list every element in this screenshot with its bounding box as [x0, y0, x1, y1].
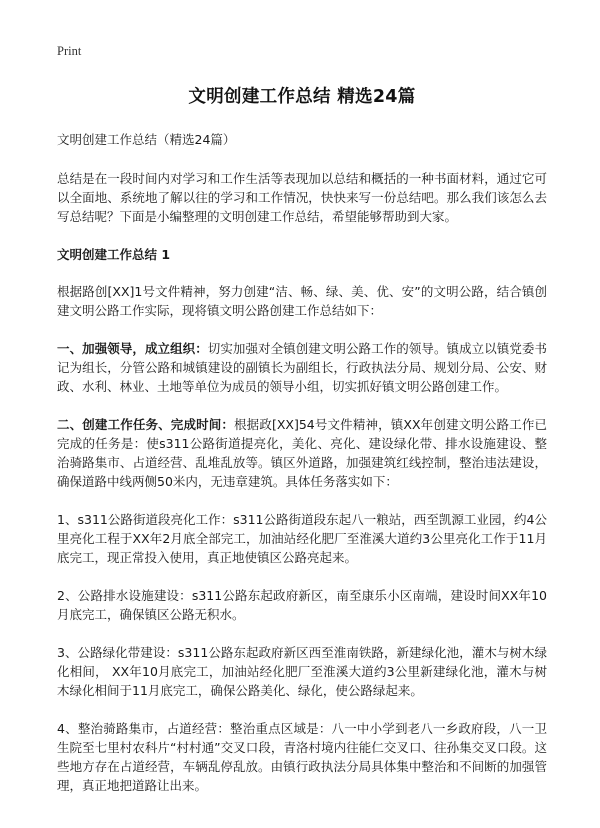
- paragraph-6: 3、公路绿化带建设：s311公路东起政府新区西至淮南铁路，新建绿化池，灌木与树木绿化相间， XX年10月底完工，加油站经化肥厂至淮溪大道约3公里新建绿化池，灌木与树木绿化相间于11月底完工，确保公路美化、绿化，使公路绿起来。: [57, 645, 547, 698]
- print-link[interactable]: Print: [57, 44, 82, 58]
- paragraph-2: [57, 339, 547, 396]
- paragraph-3: [57, 415, 547, 491]
- paragraph-5: 2、公路排水设施建设：s311公路东起政府新区，南至康乐小区南端，建设时间XX年10月底完工，确保镇区公路无积水。: [57, 588, 547, 622]
- document-page: [57, 44, 547, 814]
- section-heading: 文明创建工作总结 1: [57, 247, 171, 262]
- document-subtitle: 文明创建工作总结（精选24篇）: [57, 132, 236, 147]
- paragraph-3-lead: 二、创建工作任务、完成时间：: [57, 417, 235, 432]
- paragraph-1: 根据路创[XX]1号文件精神，努力创建“洁、畅、绿、美、优、安”的文明公路，结合镇创建文明公路工作实际，现将镇文明公路创建工作总结如下：: [57, 284, 547, 318]
- paragraph-4: 1、s311公路街道段亮化工作：s311公路街道段东起八一粮站，西至凯源工业园，约4公里亮化工程于XX年2月底全部完工，加油站经化肥厂至淮溪大道约3公里亮化工作于11月底完工，现正常投入使用，真正地使镇区公路亮起来。: [57, 512, 547, 565]
- paragraph-2-body: 切实加强对全镇创建文明公路工作的领导。镇成立以镇党委书记为组长，分管公路和城镇建设的副镇长为副组长，行政执法分局、规划分局、公安、财政、水利、林业、土地等单位为成员的领导小组，切实抓好镇文明公路创建工作。: [57, 341, 547, 394]
- paragraph-3-body: 根据政[XX]54号文件精神，镇XX年创建文明公路工作已完成的任务是：使s311公路街道提亮化，美化、亮化、建设绿化带、排水设施建设、整治骑路集市、占道经营、乱堆乱放等。镇区外道路，加强建筑红线控制，整治违法建设，确保道路中线两侧50米内，无违章建筑。具体任务落实如下：: [57, 417, 547, 489]
- intro-paragraph: 总结是在一段时间内对学习和工作生活等表现加以总结和概括的一种书面材料，通过它可以全面地、系统地了解以往的学习和工作情况，快快来写一份总结吧。那么我们该怎么去写总结呢？下面是小编整理的文明创建工作总结，希望能够帮助到大家。: [57, 171, 547, 224]
- paragraph-2-lead: 一、加强领导，成立组织：: [57, 341, 208, 356]
- page-title: 文明创建工作总结 精选24篇: [188, 87, 416, 107]
- paragraph-7: 4、整治骑路集市，占道经营：整治重点区域是：八一中小学到老八一乡政府段，八一卫生院至七里村农科片“村村通”交叉口段，青洛村境内往能仁交叉口、往孙集交叉口段。这些地方存在占道经营，车辆乱停乱放。由镇行政执法分局具体集中整治和不间断的加强管理，真正地把道路让出来。: [57, 721, 547, 793]
